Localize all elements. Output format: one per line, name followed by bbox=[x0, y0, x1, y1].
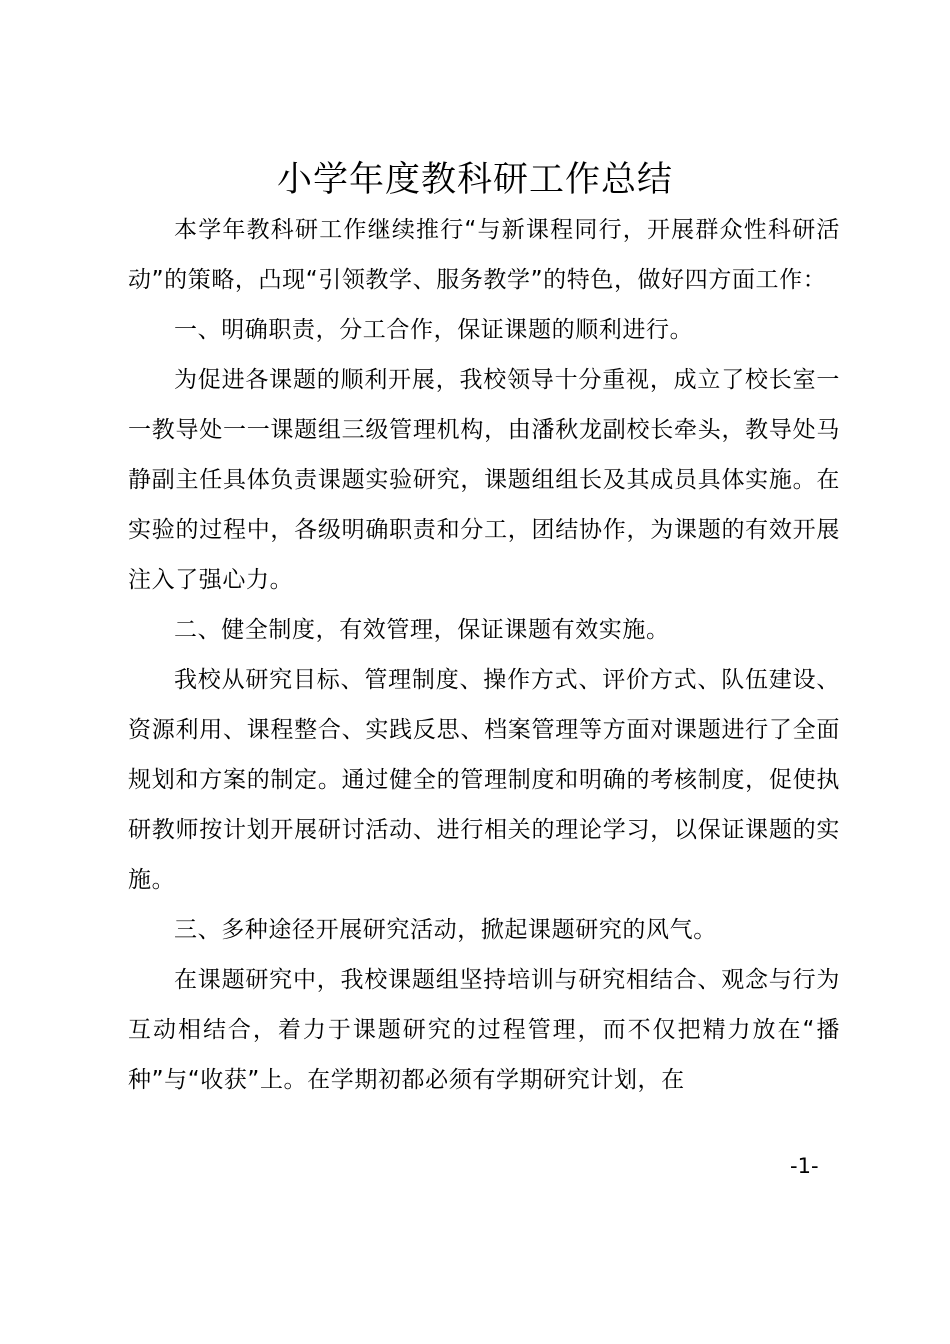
section-heading-2: 二、健全制度，有效管理，保证课题有效实施。 bbox=[174, 617, 670, 643]
section-heading-3: 三、多种途径开展研究活动，掀起课题研究的风气。 bbox=[174, 917, 717, 943]
document-title: 小学年度教科研工作总结 bbox=[276, 160, 673, 200]
document-body bbox=[128, 205, 840, 1105]
paragraph-section-1: 为促进各课题的顺利开展，我校领导十分重视，成立了校长室一一教导处一一课题组三级管理机构，由潘秋龙副校长牵头，教导处马静副主任具体负责课题实验研究，课题组组长及其成员具体实施。在实验的过程中，各级明确职责和分工，团结协作，为课题的有效开展注入了强心力。 bbox=[128, 367, 840, 593]
page-number: -1- bbox=[790, 1154, 819, 1178]
paragraph-section-2: 我校从研究目标、管理制度、操作方式、评价方式、队伍建设、资源利用、课程整合、实践反思、档案管理等方面对课题进行了全面规划和方案的制定。通过健全的管理制度和明确的考核制度，促使执研教师按计划开展研讨活动、进行相关的理论学习，以保证课题的实施。 bbox=[128, 667, 840, 893]
paragraph-intro: 本学年教科研工作继续推行“与新课程同行，开展群众性科研活动”的策略，凸现“引领教学、服务教学”的特色，做好四方面工作： bbox=[128, 217, 840, 293]
paragraph-section-3: 在课题研究中，我校课题组坚持培训与研究相结合、观念与行为互动相结合，着力于课题研究的过程管理，而不仅把精力放在“播种”与“收获”上。在学期初都必须有学期研究计划，在 bbox=[128, 967, 840, 1093]
section-heading-1: 一、明确职责，分工合作，保证课题的顺利进行。 bbox=[174, 317, 694, 343]
